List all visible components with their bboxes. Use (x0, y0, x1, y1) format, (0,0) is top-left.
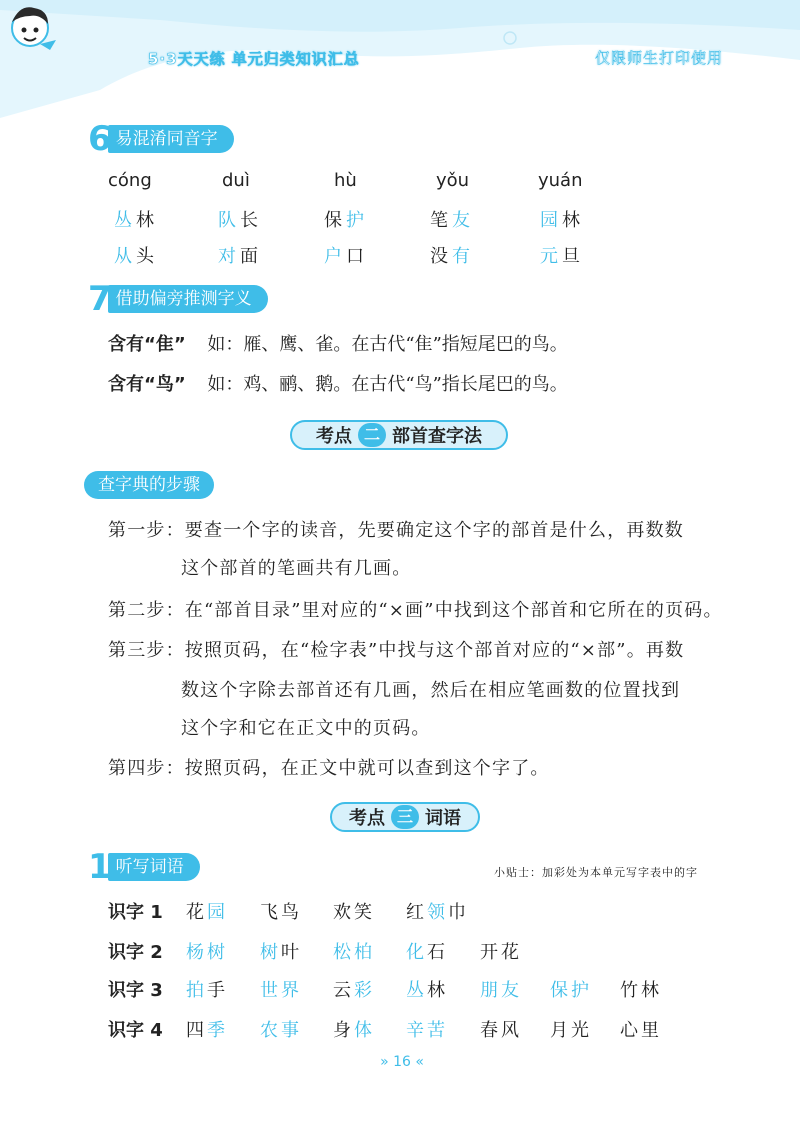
word: 没有 (430, 246, 474, 267)
word: 从头 (114, 246, 158, 267)
radical-text: 如：雁、鹰、雀。在古代“隹”指短尾巴的鸟。 (207, 334, 568, 355)
vocab-word: 云彩 (333, 980, 375, 1001)
vocab-lesson-label: 识字 4 (108, 1020, 163, 1041)
mascot-boy-icon (0, 0, 60, 56)
section-number: 1 (88, 847, 112, 887)
word: 元旦 (540, 246, 584, 267)
radical-text: 如：鸡、鹂、鹅。在古代“鸟”指长尾巴的鸟。 (207, 374, 568, 395)
vocab-word: 月光 (550, 1020, 592, 1041)
section-number: 7 (88, 279, 112, 319)
vocab-lesson-label: 识字 3 (108, 980, 163, 1001)
vocab-lesson-label: 识字 1 (108, 902, 163, 923)
vocab-word: 开花 (480, 942, 522, 963)
vocab-word: 世界 (260, 980, 302, 1001)
pinyin: duì (222, 170, 250, 191)
kaodian-title: 词语 (425, 808, 461, 829)
section-number: 6 (88, 119, 112, 159)
vocab-word: 化石 (406, 942, 448, 963)
tip-note: 小贴士：加彩处为本单元写字表中的字 (494, 866, 698, 879)
step-line: 数这个字除去部首还有几画，然后在相应笔画数的位置找到 (181, 680, 681, 701)
pinyin: hù (334, 170, 357, 191)
vocab-word: 保护 (550, 980, 592, 1001)
vocab-row (108, 938, 708, 964)
pinyin: yǒu (436, 170, 470, 191)
radical-label: 含有“隹” (108, 334, 186, 355)
radical-label: 含有“鸟” (108, 374, 186, 395)
kaodian-prefix: 考点 (315, 426, 352, 447)
vocab-row (108, 898, 708, 924)
header-usage-note: 仅限师生打印使用 (595, 49, 724, 67)
vocab-row (108, 1016, 708, 1042)
word: 队长 (218, 210, 262, 231)
section-heading-radicals (88, 279, 268, 319)
section-heading-dictionary-steps (84, 470, 214, 500)
vocab-word: 朋友 (480, 980, 522, 1001)
kaodian-prefix: 考点 (348, 808, 385, 829)
section-title: 听写词语 (108, 853, 200, 881)
vocab-word: 四季 (186, 1020, 228, 1041)
pinyin: yuán (538, 170, 583, 191)
vocab-word: 松柏 (333, 942, 375, 963)
step-line: 第一步：要查一个字的读音，先要确定这个字的部首是什么，再数数 (108, 520, 684, 541)
word: 对面 (218, 246, 262, 267)
vocab-word: 飞鸟 (260, 902, 302, 923)
vocab-row (108, 976, 708, 1002)
vocab-word: 农事 (260, 1020, 302, 1041)
step-line: 这个部首的笔画共有几画。 (181, 558, 412, 579)
vocab-word: 辛苦 (406, 1020, 448, 1041)
word: 笔友 (430, 210, 474, 231)
vocab-word: 花园 (186, 902, 228, 923)
step-line: 这个字和它在正文中的页码。 (181, 718, 431, 739)
radical-line (108, 330, 568, 356)
kaodian-title: 部首查字法 (392, 426, 482, 447)
vocab-word: 欢笑 (333, 902, 375, 923)
vocab-word: 红领巾 (406, 902, 469, 923)
vocab-word: 身体 (333, 1020, 375, 1041)
pinyin: cóng (108, 170, 152, 191)
vocab-word: 丛林 (406, 980, 448, 1001)
word: 园林 (540, 210, 584, 231)
kaodian-banner-words (330, 800, 480, 834)
section-title: 易混淆同音字 (108, 125, 234, 153)
vocab-word: 杨树 (186, 942, 228, 963)
vocab-word: 春风 (480, 1020, 522, 1041)
page-number: » 16 « (380, 1054, 424, 1070)
section-title: 查字典的步骤 (84, 471, 214, 499)
step-line: 第二步：在“部首目录”里对应的“×画”中找到这个部首和它所在的页码。 (108, 600, 723, 621)
section-title: 借助偏旁推测字义 (108, 285, 268, 313)
step-line: 第四步：按照页码，在正文中就可以查到这个字了。 (108, 758, 550, 779)
section-heading-dictation (88, 847, 200, 887)
kaodian-number: 二 (358, 423, 386, 447)
kaodian-banner-radical-lookup (290, 418, 508, 452)
vocab-word: 心里 (620, 1020, 662, 1041)
word: 保护 (324, 210, 368, 231)
radical-line (108, 370, 568, 396)
section-heading-homophones (88, 119, 234, 159)
pinyin-row (108, 170, 668, 194)
vocab-lesson-label: 识字 2 (108, 942, 163, 963)
header-book-title: 5·3天天练 单元归类知识汇总 (148, 50, 360, 68)
vocab-word: 树叶 (260, 942, 302, 963)
page-header (0, 0, 800, 118)
homophone-word-row (108, 206, 668, 232)
homophone-word-row (108, 242, 668, 268)
kaodian-number: 三 (391, 805, 419, 829)
word: 丛林 (114, 210, 158, 231)
word: 户口 (324, 246, 368, 267)
vocab-word: 拍手 (186, 980, 228, 1001)
step-line: 第三步：按照页码，在“检字表”中找与这个部首对应的“×部”。再数 (108, 640, 685, 661)
vocab-word: 竹林 (620, 980, 662, 1001)
